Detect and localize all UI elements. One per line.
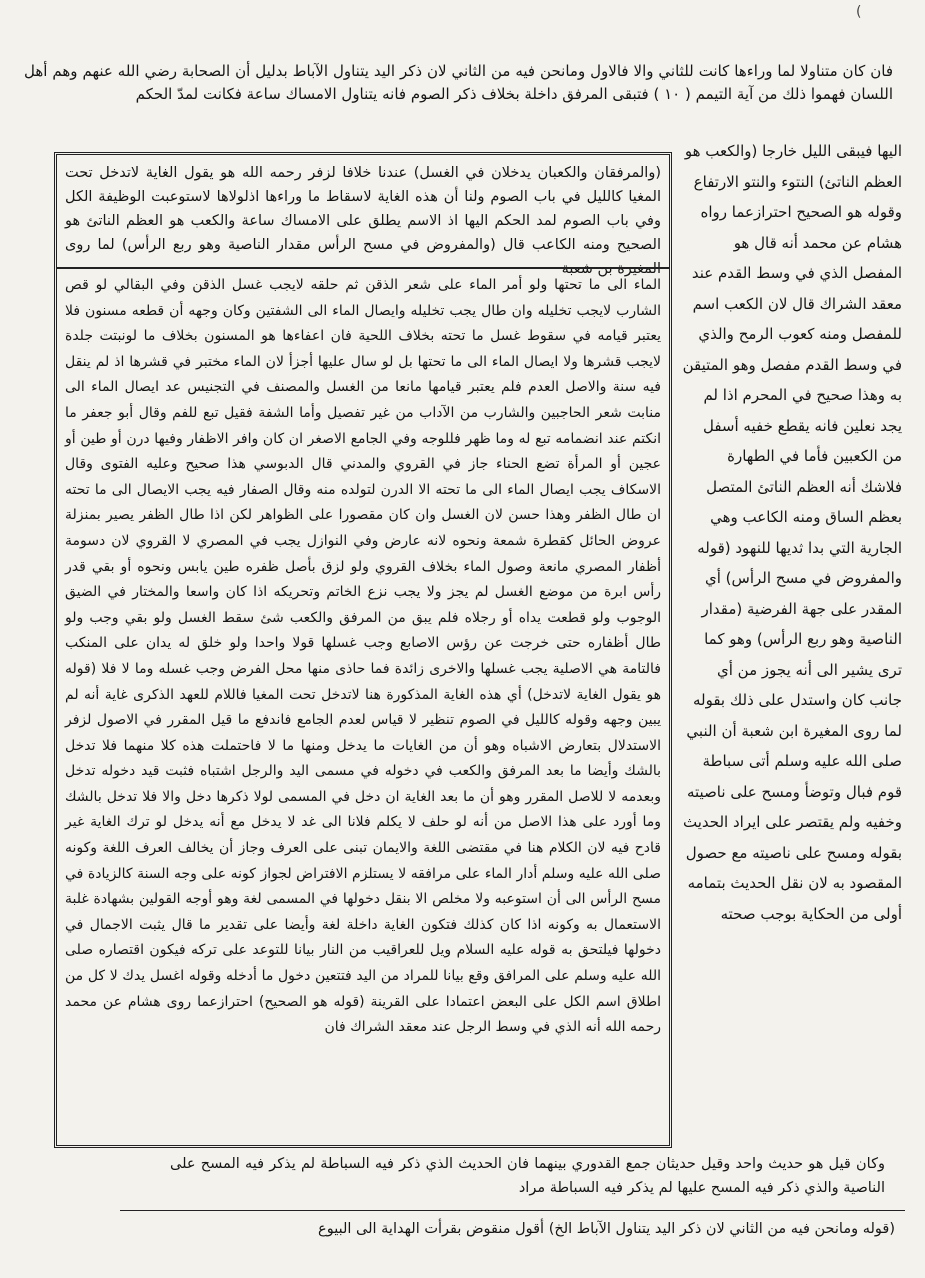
frame-divider: [57, 267, 669, 269]
top-commentary-text: فان كان متناولا لما وراءها كانت للثاني والا فالاول ومانحن فيه من الثاني لان ذكر اليد يتناول الآباط بدليل أن الصحابة رضي الله عنهم وهم أهل اللسان فهموا ذلك من آية التيمم ( ١٠ ) فتبقى المرفق داخلة بخلاف ذكر الصوم فانه يتناول الامساك ساعة فكانت لمدّ الحكم: [24, 62, 893, 103]
main-text-frame: [54, 152, 672, 1148]
bottom-right-word: مراد: [518, 1180, 546, 1196]
bottom-commentary-body: وكان قيل هو حديث واحد وقيل حديثان جمع القدوري بينهما فان الحديث الذي ذكر فيه السباطة لم يذكر فيه المسح على الناصية والذي ذكر فيه المسح عليها لم يذكر فيه السباطة: [170, 1156, 885, 1196]
bottom-commentary-text: [170, 1152, 885, 1200]
footnote-text: (قوله ومانحن فيه من الثاني لان ذكر اليد يتناول الآباط الخ) أقول منقوض بقرأت الهداية الى البيوع: [318, 1221, 895, 1237]
margin-commentary-text: اليها فيبقى الليل خارجا (والكعب هو العظم الناتئ) النتوء والنتو الارتفاع وقوله هو الصحيح احترازعما رواه هشام عن محمد أنه قال هو المفصل الذي في وسط القدم عند معقد الشراك قال لان الكعب اسم للمفصل ومنه كعوب الرمح والذي في وسط القدم مفصل وهو المتيقن به وهذا صحيح في المحرم اذا لم يجد نعلين فانه يقطع خفيه أسفل من الكعبين فأما في الطهارة فلاشك أنه العظم الناتئ المتصل بعظم الساق ومنه الكاعب وهي الجارية التي بدا ثديها للنهود (قوله والمفروض في مسح الرأس) أي المقدر على جهة الفرضية (مقدار الناصية وهو ربع الرأس) وهو كما ترى يشير الى أنه يجوز من أي جانب كان واستدل على ذلك بقوله لما روى المغيرة ابن شعبة أن النبي صلى الله عليه وسلم أتى سباطة قوم فبال وتوضأ ومسح على ناصيته وخفيه ولم يقتصر على ايراد الحديث بقوله ومسح على ناصيته مع حصول المقصود به لان نقل الحديث بتمامه أولى من الحكاية بوجب صحته: [682, 142, 902, 923]
matn-text: (والمرفقان والكعبان يدخلان في الغسل) عندنا خلافا لزفر رحمه الله هو يقول الغاية لاتدخل تحت المغيا كالليل في باب الصوم ولنا أن هذه الغاية لاسقاط ما وراءها اذلولاها لاستوعبت الوظيفة الكل وفي باب الصوم لمد الحكم اليها اذ الاسم يطلق على الامساك ساعة والكعب هو العظم الناتئ هو الصحيح ومنه الكاعب قال (والمفروض في مسح الرأس مقدار الناصية وهو ربع الرأس) لما روى المغيرة بن شعبة: [65, 165, 661, 277]
corner-mark: (: [856, 4, 862, 20]
footnote-rule: [120, 1210, 905, 1211]
sharh-text: الماء الى ما تحتها ولو أمر الماء على شعر الذقن ثم حلقه لايجب غسل الذقن وفي البقالي لو قص الشارب لايجب تخليله وان طال يجب تخليله وايصال الماء الى الشفتين وكان وجهه أن قطعه مسنون فلا يعتبر قيامه في سقوط غسل ما تحته بخلاف اللحية فان اعفاءها هو المسنون بخلاف ما لونبتت جلدة لايجب قشرها ولا ايصال الماء الى ما تحتها بل لو سال عليها أجزأ لان الماء مختبر في قشرها اذ لم ينقل فيه سنة والاصل العدم فلم يعتبر قيامها مانعا من الغسل والمصنف في التجنيس عد ايصال الماء الى منابت شعر الحاجبين والشارب من الآداب من غير تفصيل وأما الشفة فقيل تبع للفم وقال أبو جعفر ما انكتم عند انضمامه تبع له وما ظهر فللوجه وفي الجامع الاصغر ان كان وافر الاظفار وفيها درن أو طين أو عجين أو المرأة تضع الحناء جاز في القروي والمدني قال الدبوسي هذا صحيح وعليه الفتوى وقال الاسكاف يجب ايصال الماء الى ما تحته الا الدرن لتولده منه وقال الصفار فيه يجب الايصال الى ما تحته ان طال الظفر وهذا حسن لان الغسل وان كان مقصورا على الظواهر لكن اذا طال الظفر يصير بمنزلة عروض الحائل كقطرة شمعة ونحوه لانه عارض وفي النوازل يجب في المصري لا القروي لان دسومة أظفار المصري مانعة وصول الماء بخلاف القروي ولو لزق بأصل ظفره طين يابس ونحوه أو بقي قدر رأس ابرة من موضع الغسل لم يجز ولا يجب نزع الخاتم وتحريكه اذا كان واسعا والمختار في الضيق الوجوب ولو قطعت يداه أو رجلاه فلم يبق من المرفق والكعب شئ سقط الغسل ولو بقي وجب ولو طال أظفاره حتى خرجت عن رؤس الاصابع وجب غسلها قولا واحدا ولو خلق له يدان على المنكب فالتامة هي الاصلية يجب غسلها والاخرى زائدة فما حاذى منها محل الفرض وجب غسله وما لا فلا (قوله هو يقول الغاية لاتدخل) أي هذه الغاية المذكورة هنا لاتدخل تحت المغيا فاللام للعهد الذكرى غاية أنه لم يبين وجهه وقوله كالليل في الصوم تنظير لا قياس لعدم الجامع فاندفع ما قيل المقرر في الاصول لزفر الاستدلال بتعارض الاشباه وهو أن من الغايات ما يدخل ومنها ما لا فاحتملت هذه كلا منهما فلا تدخل بالشك وأيضا ما بعد المرفق والكعب في دخوله في مسمى اليد والرجل اشتباه فثبت قيد دخوله تدخل وبعدمه لا للاصل المقرر وهو أن ما بعد الغاية ان دخل في المسمى لولا ذكرها دخل والا فلا تدخل بالشك وما أورد على هذا الاصل من أنه لو حلف لا يكلم فلانا الى غد لا يدخل مع أنه يدخل لو ترك الغاية غير قادح فيه لان الكلام هنا في مقتضى اللغة والايمان تبنى على العرف وجاز أن يخالف العرف اللغة وكونه صلى الله عليه وسلم أدار الماء على مرافقه لا يستلزم الافتراض لجواز كونه على وجه السنة كالزيادة في مسح الرأس الى أن استوعبه ولا مخلص الا بنقل دخولها في المسمى لغة وهو أوجه القولين بشهادة غلبة الاستعمال به وكونه اذا كان كذلك فتكون الغاية داخلة لغة وأيضا على تقدير ما قال يثبت الاجمال في دخولها فيلتحق به قوله عليه السلام ويل للعراقيب من النار بيانا للتوعد على تركه فيكون اقتصاره صلى الله عليه وسلم على المرافق وقع بيانا للمراد من اليد فتتعين دخول ما أدخله وقوله اغسل يدك لا كل من اطلاق اسم الكل على البعض اعتمادا على القرينة (قوله هو الصحيح) احترازعما روى هشام عن محمد رحمه الله أنه الذي في وسط الرجل عند معقد الشراك فان: [65, 277, 661, 1036]
